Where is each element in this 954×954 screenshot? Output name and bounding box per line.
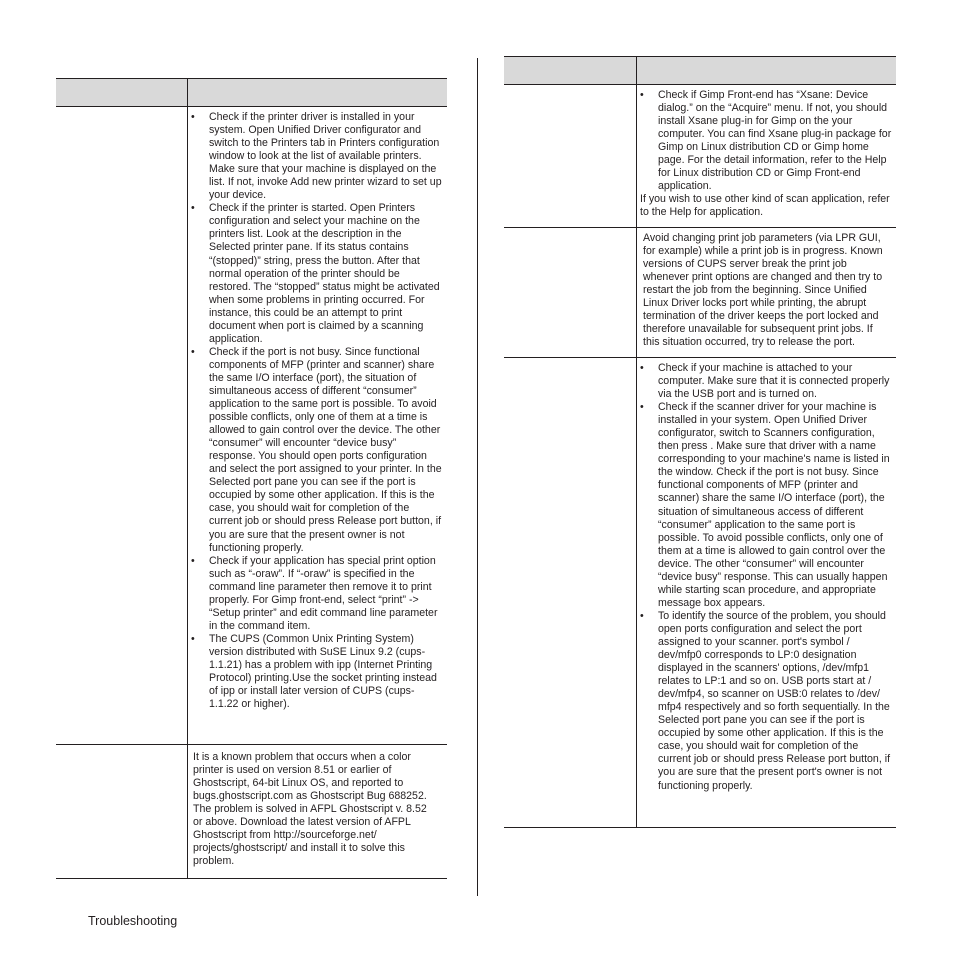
list-item: • Check if the printer is started. Open Printers configuration and select your machine on the printers list. Look at the description in the Selected printer pane. If its status contains “(stopped)” string, press the button. After that normal operation of the printer should be restored. The “stopped” status might be activated when some problems in printing occurred. For instance, this could be an attempt to print document when port is claimed by a scanning application. — [188, 202, 442, 346]
list-item: • Check if your application has special print option such as “-oraw”. If “-oraw” is specified in the command line parameter then remove it to print properly. For Gimp front-end, select “print” -> “Setup printer” and edit command line parameter in the command item. — [188, 555, 442, 633]
right-table-row-divider — [504, 357, 896, 358]
page-footer: Troubleshooting — [88, 914, 178, 928]
left-row1-solutions — [188, 111, 442, 711]
paragraph: Avoid changing print job parameters (via LPR GUI, for example) while a print job is in progress. Known versions of CUPS server break the print job whenever print options are changed and then try to restart the job from the beginning. Since Unified Linux Driver locks port while printing, the abrupt termination of the driver keeps the port locked and therefore unavailable for subsequent print jobs. If this situation occurred, try to release the port. — [643, 232, 883, 349]
list-item: • Check if the scanner driver for your machine is installed in your system. Open Unified Driver configurator, switch to Scanners configuration, then press . Make sure that driver with a name corresponding to your machine's name is listed in the window. Check if the port is not busy. Since functional components of MFP (printer and scanner) share the same I/O interface (port), the situation of simultaneous access of different “consumer” application to the same port is possible. To avoid possible conflicts, only one of them at a time is allowed to gain control over the device. The other “consumer” will encounter “device busy” response. This can usually happen while starting scan procedure, and appropriate message box appears. — [637, 401, 894, 610]
right-table-bottom-border — [504, 827, 896, 828]
column-divider — [477, 58, 478, 896]
left-table-row-divider — [56, 744, 447, 745]
right-row2-solution — [643, 232, 888, 349]
paragraph: The problem is solved in AFPL Ghostscript v. 8.52 or above. Download the latest version of AFPL Ghostscript from http://sourceforge.net/ projects/ghostscript/ and install it to solve this problem. — [193, 803, 427, 868]
left-table-bottom-border — [56, 878, 447, 879]
right-table-header — [504, 56, 896, 85]
right-row1-solution — [637, 89, 894, 219]
list-item: • Check if the printer driver is installed in your system. Open Unified Driver configurator and switch to the Printers tab in Printers configuration window to look at the list of available printers. Make sure that your machine is displayed on the list. If not, invoke Add new printer wizard to set up your device. — [188, 111, 442, 202]
list-item: • The CUPS (Common Unix Printing System) version distributed with SuSE Linux 9.2 (cups-1.1.21) has a problem with ipp (Internet Printing Protocol) printing.Use the socket printing instead of ipp or install later version of CUPS (cups-1.1.22 or higher). — [188, 633, 442, 711]
right-row3-solutions — [637, 362, 894, 793]
paragraph: If you wish to use other kind of scan application, refer to the Help for application. — [640, 193, 890, 219]
list-item: • To identify the source of the problem, you should open ports configuration and select the port assigned to your scanner. port's symbol / dev/mfp0 corresponds to LP:0 designation displayed in the scanners' options, /dev/mfp1 relates to LP:1 and so on. USB ports start at / dev/mfp4, so scanner on USB:0 relates to /dev/ mfp4 respectively and so forth sequentially. In the Selected port pane you can see if the port is occupied by some other application. If this is the case, you should wait for completion of the current job or should press Release port button, if you are sure that the present port's owner is not functioning properly. — [637, 610, 894, 793]
paragraph: It is a known problem that occurs when a color printer is used on version 8.51 or earlier of Ghostscript, 64-bit Linux OS, and reported to bugs.ghostscript.com as Ghostscript Bug 688252. — [193, 751, 427, 803]
list-item: • Check if Gimp Front-end has “Xsane: Device dialog.” on the “Acquire” menu. If not, you should install Xsane plug-in for Gimp on the your computer. You can find Xsane plug-in package for Gimp on Linux distribution CD or Gimp home page. For the detail information, refer to the Help for Linux distribution CD or Gimp Front-end application. — [637, 89, 894, 193]
left-table-header — [56, 78, 447, 107]
left-row2-solution — [193, 751, 438, 868]
list-item: • Check if your machine is attached to your computer. Make sure that it is connected properly via the USB port and is turned on. — [637, 362, 894, 401]
list-item: • Check if the port is not busy. Since functional components of MFP (printer and scanner) share the same I/O interface (port), the situation of simultaneous access of different “consumer” application to the same port is possible. To avoid possible conflicts, only one of them at a time is allowed to gain control over the device. The other “consumer” will encounter “device busy” response. You should open ports configuration and select the port assigned to your printer. In the Selected port pane you can see if the port is occupied by some other application. If this is the case, you should wait for completion of the current job or should press Release port button, if you are sure that the present owner is not functioning properly. — [188, 346, 442, 555]
right-table-row-divider — [504, 227, 896, 228]
